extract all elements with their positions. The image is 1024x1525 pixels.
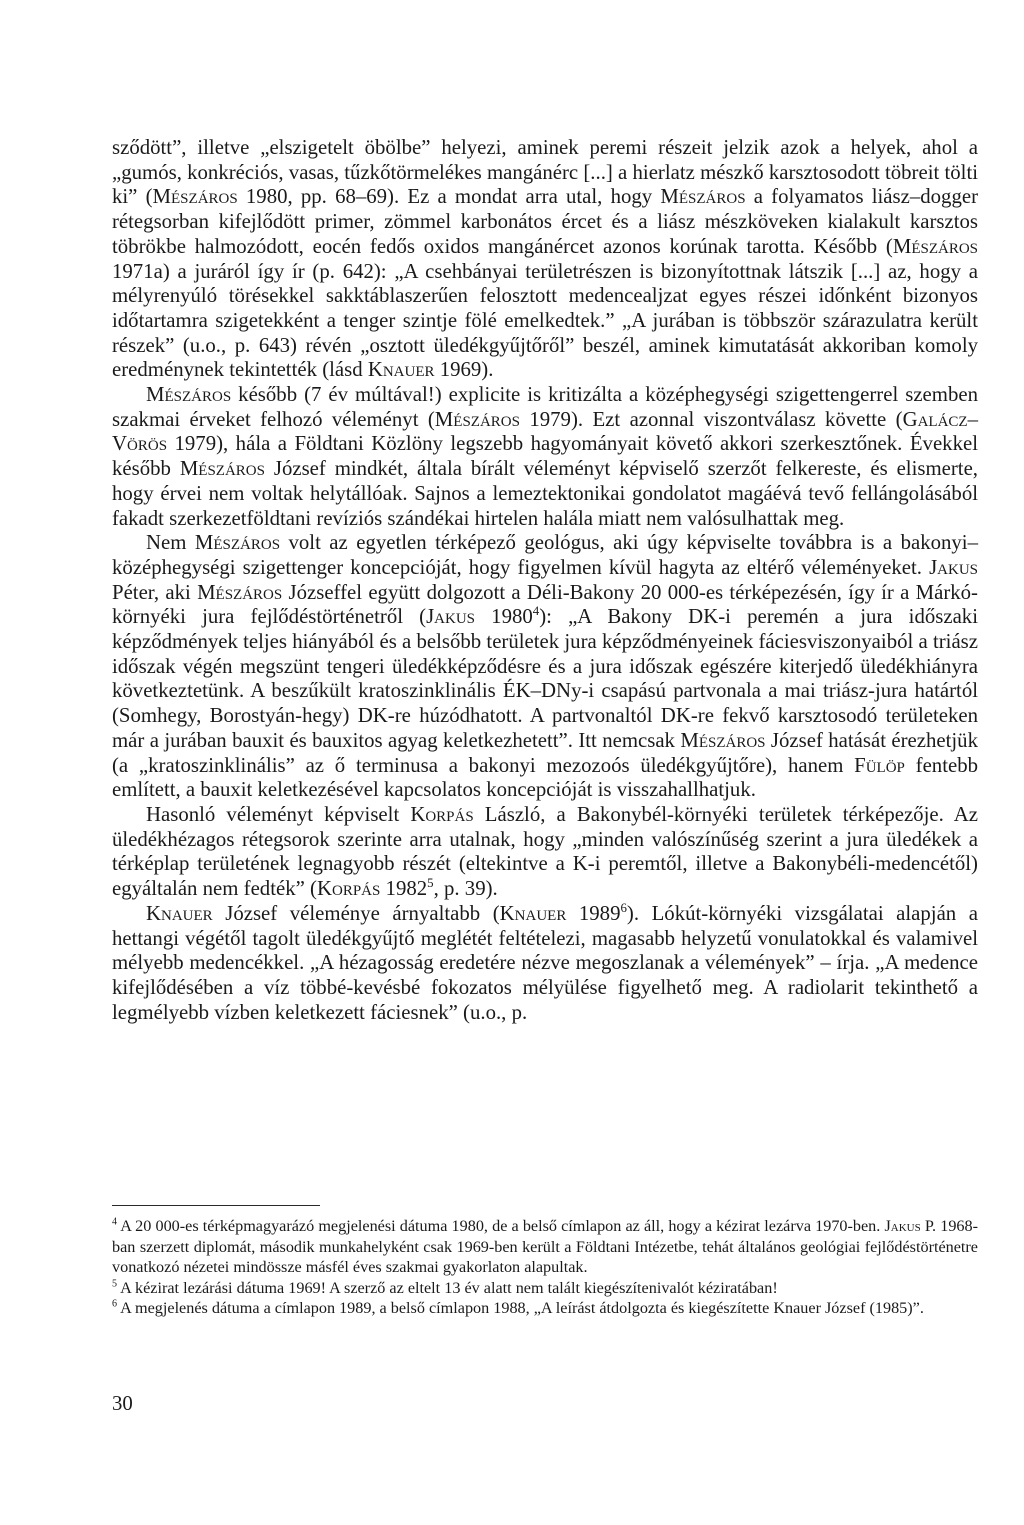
text-run: József véleménye árnyaltabb ( [212,901,500,925]
author-name: Jakus [884,1217,921,1235]
author-name: Mészáros [152,185,238,209]
text-run: László, a Bakonybél-környéki területek térképezője. Az üledékhézagos rétegsorok szerinte arra utalnak, hogy „minden valószínűség szerint a jura üledékek a térképlap területének legnagyobb részét (eltekintve a K-i peremtől, illetve a Bakonybéli-medencétől) egyáltalán nem fedték” ( [112,802,978,901]
text-run: 1980, pp. 68–69). Ez a mondat arra utal, hogy [237,185,661,209]
author-name: Korpás [316,877,381,901]
text-run: sződött”, illetve „elszigetelt öbölbe” helyezi, aminek peremi részeit jelzik azok a helyek, ahol a „gumós, konkréciós, vasas, tűzkőtörmelékes mangánérc [...] a hierlatz mészkő karsztosodott töbreit tölti ki” ( [112,136,978,209]
author-name: Korpás [410,802,474,826]
text-run: A kézirat lezárási dátuma 1969! A szerző az eltelt 13 év alatt nem talált kiegészítenivalót kéziratában! [117,1278,778,1297]
author-name: Galácz–Vörös [112,407,978,456]
text-run: 1989 [566,901,621,925]
text-run: József mindkét, általa bírált véleményt képviselő szerzőt felkereste, és elismerte, hogy érvei nem voltak helytállóak. Sajnos a lemeztektonikai gondolatot magáévá tevő fellángolásából fakadt szerkezetföldtani revíziós szándékai hirtelen halála miatt nem valósulhattak meg. [112,457,979,530]
text-run: 1969). [434,358,494,382]
text-run: később (7 év múltával!) explicite is kritizálta a középhegységi szigettengerrel szemben szakmai érveket felhozó véleményt ( [112,383,978,431]
author-name: Mészáros [680,728,766,752]
footnote-marker: 6 [112,1298,118,1310]
text-run: volt az egyetlen térképező geológus, aki úgy képviselte továbbra is a bakonyi–középhegységi szigettenger koncepcióját, hogy figyelmen kívül hagyta az eltérő véleményeket. [112,531,978,579]
author-name: Mészáros [892,234,978,258]
text-run: Hasonló véleményt képviselt [146,802,411,826]
text-run: 1979). Ezt azonnal viszontválasz követte ( [519,407,903,431]
text-run: P. 1968-ban szerzett diplomát, második munkahelyként csak 1969-ben került a Földtani Intézetbe, tehát általános geológiai fejlődéstörténetre vonatkozó nézetei mindössze másfél éves szakmai gyakorlaton alapultak. [112,1217,978,1276]
main-text [112,136,978,1025]
footnote-marker: 4 [112,1216,118,1228]
paragraph [112,383,978,531]
author-name: Mészáros [194,531,281,555]
text-run: József hatását érezhetjük (a „kratoszinklinális” az ő terminusa a bakonyi mezozoós üledékgyűjtőre), hanem [112,728,978,777]
author-name: Mészáros [197,580,283,604]
text-run: A megjelenés dátuma a címlapon 1989, a belső címlapon 1988, „A leírást átdolgozta és kiegészítette Knauer József (1985)”. [117,1299,924,1317]
paragraph [112,803,978,902]
author-name: Mészáros [146,383,232,407]
footnote-marker: 6 [620,900,627,915]
footnote-marker: 5 [112,1278,118,1290]
paragraph [112,136,978,383]
footnote [112,1298,978,1319]
footnote-divider [112,1205,320,1206]
text-run: , p. 39). [433,877,498,901]
author-name: Mészáros [660,185,746,209]
text-run: Józseffel együtt dolgozott a Déli-Bakony 20 000-es térképezésén, így ír a Márkó-környéki jura fejlődéstörténetről ( [112,580,978,629]
author-name: Fülöp [854,753,905,777]
footnote [112,1278,978,1299]
paragraph [112,531,978,803]
footnotes [112,1205,978,1319]
paragraph [112,902,978,1026]
author-name: Knauer [146,901,213,925]
text-run: A 20 000-es térképmagyarázó megjelenési dátuma 1980, de a belső címlapon az áll, hogy a kézirat lezárva 1970-ben. [117,1217,885,1235]
footnote [112,1216,978,1278]
footnote-marker: 5 [427,876,434,891]
footnote-marker: 4 [532,604,540,619]
author-name: Jakus [426,605,476,629]
author-name: Mészáros [434,407,520,431]
text-run: Péter, aki [112,580,198,604]
text-run: 1980 [475,605,533,629]
page-number: 30 [112,1392,133,1415]
text-run: ): „A Bakony DK-i peremén a jura időszaki képződmények teljes hiányából és a belsőbb területek jura képződményeinek fáciesviszonyaiból a triász időszak végén megszünt tengeri üledékképződésre és a jura időszak egészére kiterjedő üledékhiányra következtetünk. A beszűkült kratoszinklinális ÉK–DNy-i csapású partvonala a mai triász-jura határtól (Somhegy, Borostyán-hegy) DK-re húzódhatott. A partvonaltól DK-re fekvő karsztosodó területeken már a jurában bauxit és bauxitos agyag keletkezhetett”. Itt nemcsak [112,605,978,752]
text-run: fentebb említett, a bauxit keletkezésével kapcsolatos koncepcióját is visszahallhatjuk. [112,753,978,802]
author-name: Knauer [367,358,435,382]
author-name: Jakus [929,555,978,579]
text-run: Nem [146,531,195,555]
text-run: a folyamatos liász–dogger rétegsorban kifejlődött primer, zömmel karbonátos ércet és a liász mészköveken kialakult karsztos töbrökbe halmozódott, eocén fedős oxidos mangánércet azonos korúnak tarotta. Később ( [112,185,979,258]
text-run: ). Lókút-környéki vizsgálatai alapján a hettangi végétől tagolt üledékgyűjtő meglétét feltételezi, magasabb helyzetű vonulatokkal és valamivel mélyebb medencékkel. „A hézagosság eredetére nézve megoszlanak a vélemények” – írja. „A medence kifejlődésében a víz többé-kevésbé fokozatos mélyülése figyelhető meg. A radiolarit tekinthető a legmélyebb vízben keletkezett fáciesnek” (u.o., p. [112,901,978,1024]
author-name: Knauer [499,901,567,925]
author-name: Mészáros [179,457,265,481]
text-run: 1979), hála a Földtani Közlöny legszebb hagyományait követő akkori szerkesztőnek. Évekkel később [112,432,978,481]
text-run: 1982 [380,877,428,901]
text-run: 1971a) a juráról így ír (p. 642): „A csehbányai területrészen is bizonyítottnak látszik [...] az, hogy a mélyrenyúló törésekkel sakktáblaszerűen felosztott medencealjzat egyes részei időnként bizonyos időtartamra szigetekként a tenger szintje fölé emelkedtek.” „A jurában is többször szárazulatra került részek” (u.o., p. 643) révén „osztott üledékgyűjtőről” beszél, aminek kimutatását akkoriban komoly eredménynek tekintették (lásd [112,259,978,382]
